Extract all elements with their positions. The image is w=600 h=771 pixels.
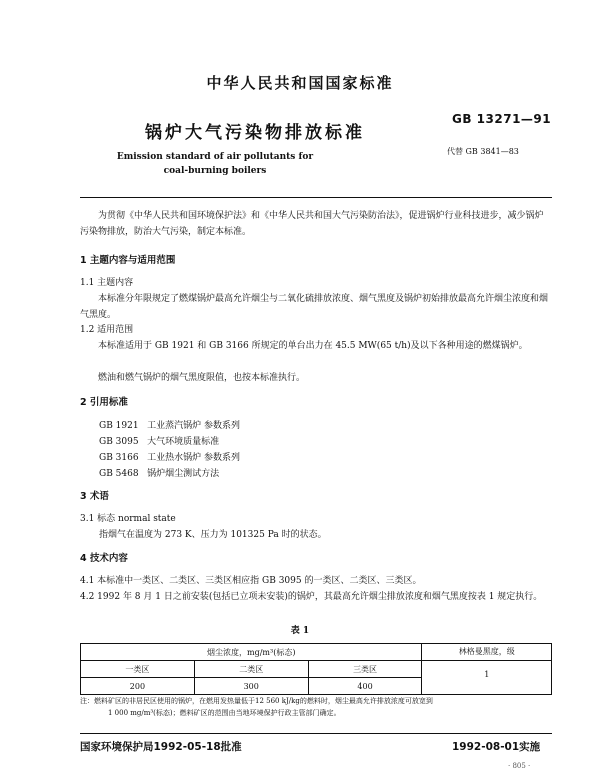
reference-name: 锅炉烟尘测试方法 — [147, 469, 220, 479]
reference-code: GB 1921 — [99, 421, 139, 431]
emission-table — [80, 643, 552, 695]
table-note-line-1: 注：燃料矿区的非居民区使用的锅炉，在燃用发热量低于12 560 kJ/kg的燃料时，烟尘最高允许排放浓度可放宽到 — [80, 697, 433, 705]
section-4-2: 4.2 1992 年 8 月 1 日之前安装(包括已立项未安装)的锅炉，其最高允许烟尘排放浓度和烟气黑度按表 1 规定执行。 — [80, 592, 543, 602]
zone-1-value: 200 — [81, 678, 195, 695]
page-title: 锅炉大气污染物排放标准 — [145, 123, 365, 143]
standard-number: GB 13271—91 — [452, 112, 552, 126]
section-1-1-text: 本标准分年限规定了燃煤锅炉最高允许烟尘与二氧化硫排放浓度、烟气黑度及锅炉初始排放最高允许烟尘浓度和烟气黑度。 — [80, 294, 549, 320]
reference-item — [99, 466, 240, 482]
effective-date: 1992-08-01实施 — [452, 741, 541, 753]
reference-code: GB 5468 — [99, 469, 139, 479]
blackness-value: 1 — [484, 670, 490, 679]
section-1-2-text-2: 燃油和燃气锅炉的烟气黑度限值，也按本标准执行。 — [98, 373, 306, 383]
zone-2-value: 300 — [194, 678, 308, 695]
table-note-line-2: 1 000 mg/m³(标态)；燃料矿区的范围由当地环境保护行政主管部门确定。 — [108, 709, 341, 717]
english-title-line-2: coal-burning boilers — [163, 166, 267, 176]
section-1-heading: 1 主题内容与适用范围 — [80, 255, 176, 266]
blackness-label: 林格曼黑度，级 — [422, 646, 551, 661]
section-4-1: 4.1 本标准中一类区、二类区、三类区相应指 GB 3095 的一类区、二类区、三类区。 — [80, 576, 422, 586]
reference-list — [99, 418, 240, 482]
section-1-1-heading: 1.1 主题内容 — [80, 278, 134, 288]
ringelmann-blackness-header — [422, 644, 552, 695]
section-3-heading: 3 术语 — [80, 491, 109, 502]
zone-2-header: 二类区 — [194, 661, 308, 678]
section-2-heading: 2 引用标准 — [80, 397, 128, 408]
english-title — [0, 150, 430, 178]
section-3-1-heading: 3.1 标态 normal state — [80, 514, 176, 524]
intro-paragraph: 为贯彻《中华人民共和国环境保护法》和《中华人民共和国大气污染防治法》，促进锅炉行业科技进步，减少锅炉污染物排放，防治大气污染，制定本标准。 — [80, 211, 544, 237]
table-caption: 表 1 — [290, 626, 310, 636]
footer-divider — [80, 733, 552, 734]
zone-3-value: 400 — [308, 678, 422, 695]
zone-1-header: 一类区 — [81, 661, 195, 678]
reference-item — [99, 450, 240, 466]
section-1-2-heading: 1.2 适用范围 — [80, 325, 134, 335]
reference-item — [99, 434, 240, 450]
section-1-2-text-1: 本标准适用于 GB 1921 和 GB 3166 所规定的单台出力在 45.5 MW(65 t/h)及以下各种用途的燃煤锅炉。 — [98, 341, 528, 351]
country-standard-title: 中华人民共和国国家标准 — [206, 74, 394, 92]
replaces-standard: 代替 GB 3841—83 — [447, 147, 519, 156]
dust-concentration-header: 烟尘浓度，mg/m³(标态) — [81, 644, 422, 661]
approval-date: 国家环境保护局1992-05-18批准 — [80, 741, 242, 753]
section-4-heading: 4 技术内容 — [80, 553, 128, 564]
header-divider — [80, 197, 552, 198]
reference-item — [99, 418, 240, 434]
reference-name: 工业热水锅炉 参数系列 — [147, 453, 241, 463]
reference-name: 大气环境质量标准 — [147, 437, 220, 447]
section-3-1-text: 指烟气在温度为 273 K、压力为 101325 Pa 时的状态。 — [99, 530, 327, 540]
reference-code: GB 3095 — [99, 437, 139, 447]
reference-name: 工业蒸汽锅炉 参数系列 — [147, 421, 241, 431]
reference-code: GB 3166 — [99, 453, 139, 463]
page-number: · 805 · — [508, 762, 531, 770]
table-note — [80, 695, 552, 719]
english-title-line-1: Emission standard of air pollutants for — [116, 152, 314, 162]
zone-3-header: 三类区 — [308, 661, 422, 678]
